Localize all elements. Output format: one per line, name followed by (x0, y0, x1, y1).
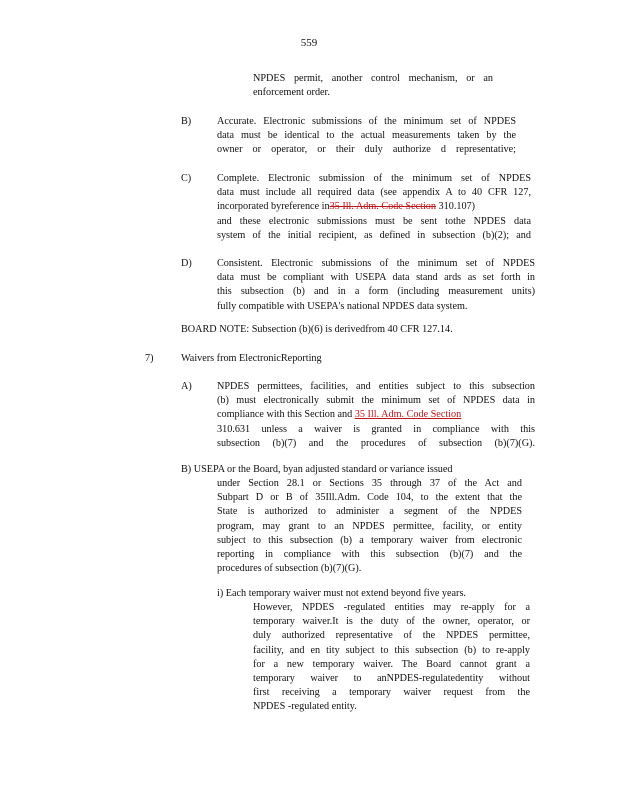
text-segment: USEPA or the Board, byan adjusted standard or variance issued (193, 464, 453, 475)
page-number: 559 (300, 37, 318, 49)
item-7a-label: A) (181, 381, 192, 392)
item-7a-paragraph (217, 380, 535, 451)
text-segment: 310.107) (435, 201, 476, 213)
text-line: temporary waiver.It is the duty of the owner, operator, or (253, 616, 530, 628)
item-7-heading: Waivers from ElectronicReporting (181, 353, 322, 364)
text-line: NPDES permit, another control mechanism, or an (253, 73, 493, 84)
text-line: this subsection (b) and in a form (including measurement units) (217, 286, 535, 298)
text-line: enforcement order. (253, 87, 330, 99)
text-line: However, NPDES -regulated entities may re-apply for a (253, 602, 530, 613)
item-b-label: B) (181, 116, 192, 127)
underlined-citation: 35 Ill. Adm. Code Section (354, 409, 462, 421)
text-line (181, 463, 501, 477)
text-line: fully compatible with USEPA's national NPDES data system. (217, 300, 468, 312)
item-7b-i-first-line (217, 587, 507, 601)
text-line: State is authorized to administer a segment of the NPDES (217, 506, 522, 518)
item-7b-i-label: i) (217, 588, 224, 599)
text-segment: compliance with this Section and (217, 409, 355, 421)
item-7b-paragraph (217, 477, 522, 576)
text-line: and these electronic submissions must be sent tothe NPDES data (217, 215, 531, 227)
text-line: under Section 28.1 or Sections 35 through 37 of the Act and (217, 478, 522, 489)
text-line: BOARD NOTE: Subsection (b)(6) is derivedfrom 40 CFR 127.14. (181, 324, 453, 335)
text-segment: incorporated byreference in (217, 201, 330, 213)
text-line: NPDES -regulated entity. (253, 701, 357, 713)
item-7b-label: B) (181, 464, 192, 475)
text-line: procedures of subsection (b)(7)(G). (217, 563, 362, 575)
text-line: owner or operator, or their duly authorize d representative; (217, 144, 516, 156)
text-line: Consistent. Electronic submissions of the minimum set of NPDES (217, 258, 535, 269)
text-line: Subpart D or B of 35Ill.Adm. Code 104, to the extent that the (217, 492, 522, 504)
text-line (217, 408, 535, 422)
text-line: Accurate. Electronic submissions of the minimum set of NPDES (217, 116, 516, 127)
text-line: duly authorized representative of the NPDES permittee, (253, 630, 530, 642)
item-d-paragraph (217, 257, 535, 314)
item-7b-i-paragraph (253, 601, 530, 715)
item-d-label: D) (181, 258, 192, 269)
text-line: reporting in compliance with this subsection (b)(7) and the (217, 549, 522, 561)
continuation-paragraph (253, 72, 493, 100)
text-line: 310.631 unless a waiver is granted in compliance with this (217, 423, 535, 435)
text-line: subject to this subsection (b) a temporary waiver from electronic (217, 534, 522, 546)
struck-citation: 35 Ill. Adm. Code Section (329, 201, 436, 213)
text-line: NPDES permittees, facilities, and entities subject to this subsection (217, 381, 535, 392)
text-line: temporary waiver to anNPDES-regulatedentity without (253, 673, 530, 685)
item-c-paragraph (217, 172, 531, 243)
text-line (217, 200, 531, 214)
item-b-paragraph (217, 115, 516, 158)
text-line: program, may grant to an NPDES permittee, facility, or entity (217, 520, 522, 532)
text-line: facility, and en tity subject to this subsection (b) to re-apply (253, 644, 530, 656)
item-7b-first-line (181, 463, 501, 477)
text-line: data must include all required data (see appendix A to 40 CFR 127, (217, 187, 531, 199)
item-c-label: C) (181, 173, 192, 184)
text-line (217, 587, 507, 601)
text-line: data must be compliant with USEPA data stand ards as set forth in (217, 272, 535, 284)
text-line: (b) must electronically submit the minimum set of NPDES data in (217, 395, 535, 407)
board-note (181, 323, 453, 337)
text-line: first receiving a temporary waiver request from the (253, 687, 530, 699)
text-line: system of the initial recipient, as defined in subsection (b)(2); and (217, 229, 531, 241)
text-line: subsection (b)(7) and the procedures of subsection (b)(7)(G). (217, 437, 535, 449)
text-line: data must be identical to the actual measurements taken by the (217, 130, 516, 142)
item-7-label: 7) (145, 353, 154, 364)
text-segment: Each temporary waiver must not extend beyond five years. (225, 588, 466, 599)
text-line: for a new temporary waiver. The Board cannot grant a (253, 658, 530, 670)
text-line: Complete. Electronic submission of the minimum set of NPDES (217, 173, 531, 184)
